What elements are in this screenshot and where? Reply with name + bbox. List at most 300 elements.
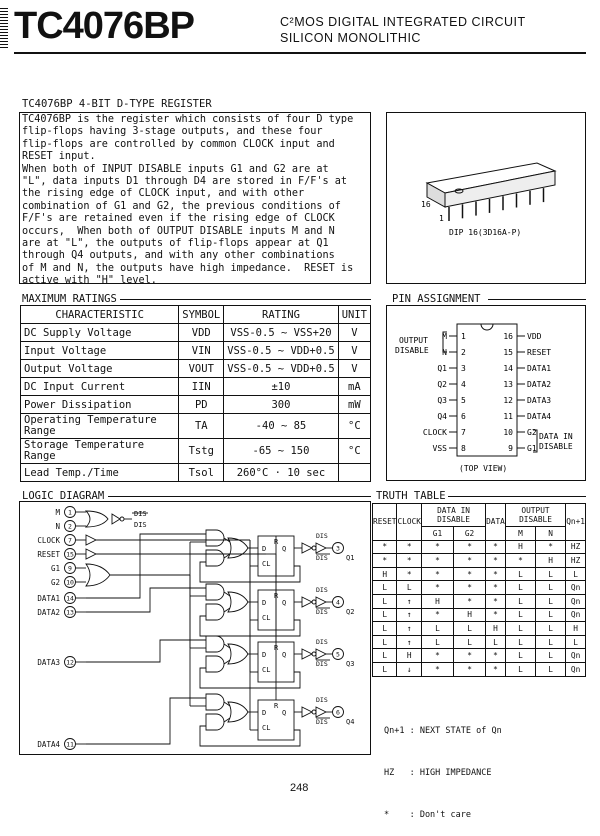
- logic-input-pin-num: 15: [66, 550, 74, 559]
- logic-output-pin-num: 5: [336, 650, 340, 659]
- truth-col-output-disable: OUTPUT DISABLE: [505, 504, 565, 527]
- pin-name: Q2: [437, 380, 447, 389]
- and-gate: [206, 604, 224, 620]
- pin-name: G2: [527, 428, 537, 437]
- and-gate: [206, 694, 224, 710]
- truth-cell: L: [536, 635, 566, 649]
- tri-state-buffer: [302, 649, 312, 659]
- truth-cell: L: [566, 635, 586, 649]
- ratings-rule: [120, 299, 371, 300]
- ratings-row: [21, 439, 371, 464]
- header-stripe: [0, 8, 8, 48]
- truth-col-g2: G2: [454, 527, 486, 541]
- ff-d-label: D: [262, 599, 267, 607]
- truth-col-reset: RESET: [373, 504, 397, 541]
- truth-cell: L: [536, 594, 566, 608]
- ratings-cell: °C: [338, 439, 370, 464]
- pin-assignment-box: [386, 305, 586, 481]
- ff-cl-label: CL: [262, 666, 271, 674]
- ff-r-label: R: [274, 538, 279, 546]
- truth-cell: *: [486, 594, 506, 608]
- logic-output-pin-num: 6: [336, 708, 340, 717]
- tri-state-buffer: [302, 543, 312, 553]
- subtitle-line2: SILICON MONOLITHIC: [280, 31, 421, 45]
- logic-input-label: DATA2: [37, 608, 60, 617]
- package-caption: DIP 16(3D16A-P): [449, 228, 522, 237]
- truth-cell: *: [454, 594, 486, 608]
- truth-cell: L: [397, 581, 421, 595]
- part-number: TC4076BP: [14, 5, 194, 47]
- truth-cell: ↑: [397, 635, 421, 649]
- legend-line-2: HZ : HIGH IMPEDANCE: [384, 768, 492, 778]
- truth-cell: L: [505, 622, 535, 636]
- tri-state-buffer: [316, 543, 326, 553]
- truth-cell: L: [566, 567, 586, 581]
- truth-cell: L: [536, 662, 566, 676]
- truth-cell: *: [373, 554, 397, 568]
- truth-cell: *: [421, 554, 453, 568]
- tri-state-buffer: [316, 707, 326, 717]
- legend-line-3: * : Don't care: [384, 810, 471, 820]
- buffer: [86, 549, 96, 559]
- truth-cell: *: [486, 649, 506, 663]
- truth-cell: *: [454, 567, 486, 581]
- truth-cell: *: [486, 554, 506, 568]
- truth-cell: *: [505, 554, 535, 568]
- subtitle: [280, 14, 526, 46]
- truth-cell: *: [454, 649, 486, 663]
- description-line: combination of G1 and G2, the previous conditions of: [22, 200, 341, 212]
- dis-label: DIS: [316, 586, 328, 594]
- ff-d-label: D: [262, 651, 267, 659]
- truth-cell: L: [505, 594, 535, 608]
- truth-cell: L: [373, 594, 397, 608]
- pin-name: Q4: [437, 412, 447, 421]
- logic-output-pin-num: 3: [336, 544, 340, 553]
- pin-number: 1: [461, 332, 466, 341]
- description-heading: TC4076BP 4-BIT D-TYPE REGISTER: [22, 98, 212, 110]
- logic-diagram: [20, 502, 370, 754]
- pin-number: 3: [461, 364, 466, 373]
- description-line: "L", data inputs D1 through D4 are stored in F/F's at: [22, 176, 348, 188]
- pin-number: 6: [461, 412, 466, 421]
- truth-col-m: M: [505, 527, 535, 541]
- truth-cell: L: [373, 649, 397, 663]
- or-gate: [228, 702, 248, 722]
- truth-row: [373, 567, 586, 581]
- truth-cell: Qn: [566, 594, 586, 608]
- or-gate: [86, 564, 110, 586]
- ratings-cell: DC Supply Voltage: [21, 324, 179, 342]
- description-line: flip-flops having 3-stage outputs, and these four: [22, 126, 323, 138]
- ff-q-label: Q: [282, 545, 287, 553]
- truth-cell: L: [536, 567, 566, 581]
- truth-cell: *: [397, 567, 421, 581]
- or-gate: [86, 511, 108, 527]
- truth-cell: Qn: [566, 608, 586, 622]
- truth-cell: L: [486, 635, 506, 649]
- ratings-col-header: UNIT: [338, 306, 370, 324]
- logic-output-pin-num: 4: [336, 598, 340, 607]
- pin-number: 10: [503, 428, 513, 437]
- truth-cell: HZ: [566, 540, 586, 554]
- ratings-table: [20, 305, 371, 482]
- tri-state-buffer: [316, 649, 326, 659]
- truth-col-n: N: [536, 527, 566, 541]
- logic-input-label: G2: [50, 578, 60, 587]
- truth-cell: *: [421, 662, 453, 676]
- ratings-cell: Power Dissipation: [21, 396, 179, 414]
- pin-number: 5: [461, 396, 466, 405]
- ratings-col-header: CHARACTERISTIC: [21, 306, 179, 324]
- dis-label: DIS: [316, 696, 328, 704]
- logic-input-pin-num: 10: [66, 578, 74, 587]
- pin-number: 8: [461, 444, 466, 453]
- truth-cell: *: [454, 540, 486, 554]
- truth-cell: L: [454, 622, 486, 636]
- header-rule: [14, 52, 586, 54]
- truth-cell: H: [566, 622, 586, 636]
- and-gate: [206, 714, 224, 730]
- truth-col-data-in-disable: DATA IN DISABLE: [421, 504, 485, 527]
- logic-input-label: DATA3: [37, 658, 60, 667]
- truth-row: [373, 635, 586, 649]
- description-line: are at "L", the outputs of flip-flops appear at Q1: [22, 238, 329, 250]
- description-line: RESET input.: [22, 151, 96, 163]
- ratings-cell: 300: [224, 396, 338, 414]
- logic-input-label: DATA1: [37, 594, 60, 603]
- or-gate: [228, 592, 248, 612]
- pin-number: 4: [461, 380, 466, 389]
- truth-cell: H: [397, 649, 421, 663]
- truth-cell: L: [536, 649, 566, 663]
- package-drawing: [387, 113, 585, 283]
- truth-cell: *: [454, 662, 486, 676]
- pin-name: Q1: [437, 364, 447, 373]
- ff-q-label: Q: [282, 709, 287, 717]
- ff-cl-label: CL: [262, 560, 271, 568]
- truth-cell: *: [454, 581, 486, 595]
- truth-row: [373, 662, 586, 676]
- logic-output-label: Q1: [346, 554, 355, 562]
- tri-state-buffer: [302, 597, 312, 607]
- truth-cell: *: [421, 649, 453, 663]
- output-disable-label2: DISABLE: [395, 346, 429, 355]
- logic-input-pin-num: 1: [68, 508, 72, 517]
- dis-label: DIS: [316, 638, 328, 646]
- pin-name: CLOCK: [422, 428, 447, 437]
- ratings-cell: PD: [179, 396, 224, 414]
- truth-cell: *: [397, 554, 421, 568]
- pin-assignment-heading: PIN ASSIGNMENT: [392, 293, 481, 305]
- pin-number: 13: [503, 380, 513, 389]
- truth-row: [373, 649, 586, 663]
- dis-bar-label: DIS: [316, 554, 328, 562]
- output-disable-label: OUTPUT: [399, 336, 428, 345]
- pin-number: 12: [503, 396, 513, 405]
- ratings-cell: VDD: [179, 324, 224, 342]
- and-gate: [206, 530, 224, 546]
- truth-cell: L: [454, 635, 486, 649]
- truth-cell: H: [454, 608, 486, 622]
- truth-cell: L: [373, 581, 397, 595]
- ratings-cell: DC Input Current: [21, 378, 179, 396]
- package-box: [386, 112, 586, 284]
- data-wire: [86, 640, 206, 662]
- truth-cell: *: [421, 567, 453, 581]
- truth-row: [373, 608, 586, 622]
- description-line: the rising edge of CLOCK input, and with other: [22, 188, 305, 200]
- truth-cell: *: [373, 540, 397, 554]
- truth-row: [373, 594, 586, 608]
- ratings-cell: TA: [179, 414, 224, 439]
- truth-cell: L: [421, 622, 453, 636]
- ratings-cell: VIN: [179, 342, 224, 360]
- truth-heading: TRUTH TABLE: [376, 490, 446, 502]
- logic-input-label: DATA4: [37, 740, 60, 749]
- pin-name: N: [442, 348, 447, 357]
- logic-input-pin-num: 11: [66, 740, 74, 749]
- ratings-cell: VOUT: [179, 360, 224, 378]
- subtitle-line1: C²MOS DIGITAL INTEGRATED CIRCUIT: [280, 15, 526, 29]
- data-wire: [86, 698, 206, 744]
- truth-row: [373, 581, 586, 595]
- ratings-cell: -40 ~ 85: [224, 414, 338, 439]
- pin-name: DATA1: [527, 364, 552, 373]
- ratings-cell: Input Voltage: [21, 342, 179, 360]
- ratings-row: [21, 342, 371, 360]
- description-line: of M and N, the outputs have high impedance. RESET is: [22, 262, 354, 274]
- truth-rule: [448, 496, 586, 497]
- truth-cell: H: [505, 540, 535, 554]
- pin-diagram: [387, 306, 585, 480]
- truth-table: [372, 503, 586, 677]
- logic-input-pin-num: 14: [66, 594, 74, 603]
- ratings-cell: VSS-0.5 ~ VSS+20: [224, 324, 338, 342]
- logic-input-label: CLOCK: [37, 536, 60, 545]
- description-box: [19, 112, 371, 284]
- description-line: TC4076BP is the register which consists of four D type: [22, 114, 354, 125]
- ff-r-label: R: [274, 644, 279, 652]
- truth-cell: *: [421, 581, 453, 595]
- ff-d-label: D: [262, 545, 267, 553]
- dis-bar-label: DIS: [316, 608, 328, 616]
- ff-cl-label: CL: [262, 614, 271, 622]
- ratings-cell: V: [338, 360, 370, 378]
- ratings-row: [21, 396, 371, 414]
- ratings-cell: IIN: [179, 378, 224, 396]
- or-gate: [228, 644, 248, 664]
- pin-number: 2: [461, 348, 466, 357]
- logic-input-label: G1: [50, 564, 60, 573]
- tri-state-buffer: [316, 597, 326, 607]
- ratings-cell: Tstg: [179, 439, 224, 464]
- ratings-cell: 260°C · 10 sec: [224, 464, 338, 482]
- pin-heading-rule: [488, 299, 586, 300]
- dis-bar-label: DIS: [134, 510, 147, 518]
- pin-name: DATA3: [527, 396, 552, 405]
- description-line: occurs, When both of OUTPUT DISABLE inputs M and N: [22, 225, 335, 237]
- pin16-label: 16: [421, 200, 431, 209]
- ratings-cell: mW: [338, 396, 370, 414]
- truth-cell: H: [486, 622, 506, 636]
- truth-cell: Qn: [566, 662, 586, 676]
- ff-r-label: R: [274, 702, 279, 710]
- ratings-cell: VSS-0.5 ~ VDD+0.5: [224, 342, 338, 360]
- truth-cell: H: [421, 594, 453, 608]
- description-line: When both of INPUT DISABLE inputs G1 and G2 are at: [22, 163, 329, 175]
- truth-cell: L: [536, 581, 566, 595]
- and-gate: [206, 550, 224, 566]
- ratings-cell: Output Voltage: [21, 360, 179, 378]
- truth-cell: *: [454, 554, 486, 568]
- truth-cell: L: [505, 608, 535, 622]
- and-gate: [206, 636, 224, 652]
- truth-cell: L: [536, 608, 566, 622]
- truth-cell: L: [505, 649, 535, 663]
- truth-cell: L: [421, 635, 453, 649]
- truth-cell: L: [505, 567, 535, 581]
- truth-cell: ↑: [397, 594, 421, 608]
- truth-cell: L: [536, 622, 566, 636]
- truth-cell: L: [505, 581, 535, 595]
- buffer: [112, 514, 120, 524]
- ratings-row: [21, 378, 371, 396]
- truth-cell: Qn: [566, 581, 586, 595]
- description-line: F/F's are retained even if the rising edge of CLOCK: [22, 213, 335, 225]
- dis-label: DIS: [134, 521, 147, 529]
- ratings-cell: [338, 464, 370, 482]
- pin-name: VDD: [527, 332, 542, 341]
- pin-name: RESET: [527, 348, 552, 357]
- description-line: flip-flops are controlled by common CLOCK input and: [22, 138, 335, 150]
- dis-label: DIS: [316, 532, 328, 540]
- ratings-heading: MAXIMUM RATINGS: [22, 293, 117, 305]
- truth-cell: H: [373, 567, 397, 581]
- data-wire: [86, 588, 206, 612]
- logic-input-pin-num: 7: [68, 536, 72, 545]
- description-line: through Q4 outputs, and with any other combinations: [22, 250, 335, 262]
- ff-d-label: D: [262, 709, 267, 717]
- dis-bar-label: DIS: [316, 660, 328, 668]
- truth-legend: [384, 696, 502, 836]
- pin-name: Q3: [437, 396, 447, 405]
- input-disable-label2: DISABLE: [539, 442, 573, 451]
- pin-name: DATA4: [527, 412, 552, 421]
- ratings-cell: V: [338, 324, 370, 342]
- logic-input-label: RESET: [37, 550, 60, 559]
- page-number: 248: [290, 782, 309, 794]
- ratings-cell: ±10: [224, 378, 338, 396]
- pin-number: 15: [503, 348, 513, 357]
- ff-cl-label: CL: [262, 724, 271, 732]
- truth-cell: *: [486, 581, 506, 595]
- truth-col-g1: G1: [421, 527, 453, 541]
- ff-r-label: R: [274, 592, 279, 600]
- truth-col-data: DATA: [486, 504, 506, 541]
- input-disable-label: DATA IN: [539, 432, 573, 441]
- pin-number: 11: [503, 412, 513, 421]
- logic-input-label: N: [55, 522, 60, 531]
- or-gate: [228, 538, 248, 558]
- ratings-col-header: RATING: [224, 306, 338, 324]
- tri-state-buffer: [302, 707, 312, 717]
- pin-number: 14: [503, 364, 513, 373]
- truth-cell: Qn: [566, 649, 586, 663]
- description-line: active with "H" level.: [22, 275, 157, 284]
- truth-row: [373, 540, 586, 554]
- truth-cell: L: [505, 635, 535, 649]
- ratings-cell: Lead Temp./Time: [21, 464, 179, 482]
- ff-q-label: Q: [282, 599, 287, 607]
- ratings-cell: Tsol: [179, 464, 224, 482]
- truth-cell: ↑: [397, 608, 421, 622]
- logic-input-pin-num: 12: [66, 658, 74, 667]
- pin-name: M: [442, 332, 447, 341]
- ratings-cell: °C: [338, 414, 370, 439]
- and-gate: [206, 584, 224, 600]
- dis-bar-label: DIS: [316, 718, 328, 726]
- ratings-cell: V: [338, 342, 370, 360]
- logic-output-label: Q3: [346, 660, 355, 668]
- truth-col-qn1: Qn+1: [566, 504, 586, 541]
- truth-cell: *: [536, 540, 566, 554]
- truth-cell: L: [505, 662, 535, 676]
- truth-row: [373, 554, 586, 568]
- truth-cell: L: [373, 662, 397, 676]
- ratings-cell: VSS-0.5 ~ VDD+0.5: [224, 360, 338, 378]
- ratings-col-header: SYMBOL: [179, 306, 224, 324]
- truth-cell: L: [373, 622, 397, 636]
- truth-cell: *: [486, 662, 506, 676]
- and-gate: [206, 656, 224, 672]
- top-view-label: (TOP VIEW): [459, 464, 508, 473]
- ratings-cell: Operating Temperature Range: [21, 414, 179, 439]
- pin-name: DATA2: [527, 380, 552, 389]
- truth-cell: *: [421, 608, 453, 622]
- pin-number: 16: [503, 332, 513, 341]
- truth-cell: *: [486, 608, 506, 622]
- legend-line-1: Qn+1 : NEXT STATE of Qn: [384, 726, 502, 736]
- buffer: [86, 535, 96, 545]
- ratings-row: [21, 360, 371, 378]
- pin1-label: 1: [439, 214, 444, 223]
- logic-output-label: Q4: [346, 718, 355, 726]
- truth-cell: L: [373, 608, 397, 622]
- pin-number: 9: [508, 444, 513, 453]
- logic-input-pin-num: 9: [68, 564, 72, 573]
- truth-cell: *: [397, 540, 421, 554]
- truth-cell: *: [486, 540, 506, 554]
- ratings-cell: -65 ~ 150: [224, 439, 338, 464]
- logic-rule: [108, 496, 371, 497]
- pin-name: G1: [527, 444, 537, 453]
- truth-cell: *: [486, 567, 506, 581]
- truth-cell: ↓: [397, 662, 421, 676]
- ratings-cell: mA: [338, 378, 370, 396]
- logic-input-label: M: [55, 508, 60, 517]
- truth-col-clock: CLOCK: [397, 504, 421, 541]
- ratings-row: [21, 414, 371, 439]
- logic-input-pin-num: 13: [66, 608, 74, 617]
- truth-cell: ↑: [397, 622, 421, 636]
- logic-heading: LOGIC DIAGRAM: [22, 490, 105, 502]
- logic-diagram-box: [19, 501, 371, 755]
- truth-cell: *: [421, 540, 453, 554]
- logic-output-label: Q2: [346, 608, 355, 616]
- pin-name: VSS: [432, 444, 447, 453]
- ratings-row: [21, 464, 371, 482]
